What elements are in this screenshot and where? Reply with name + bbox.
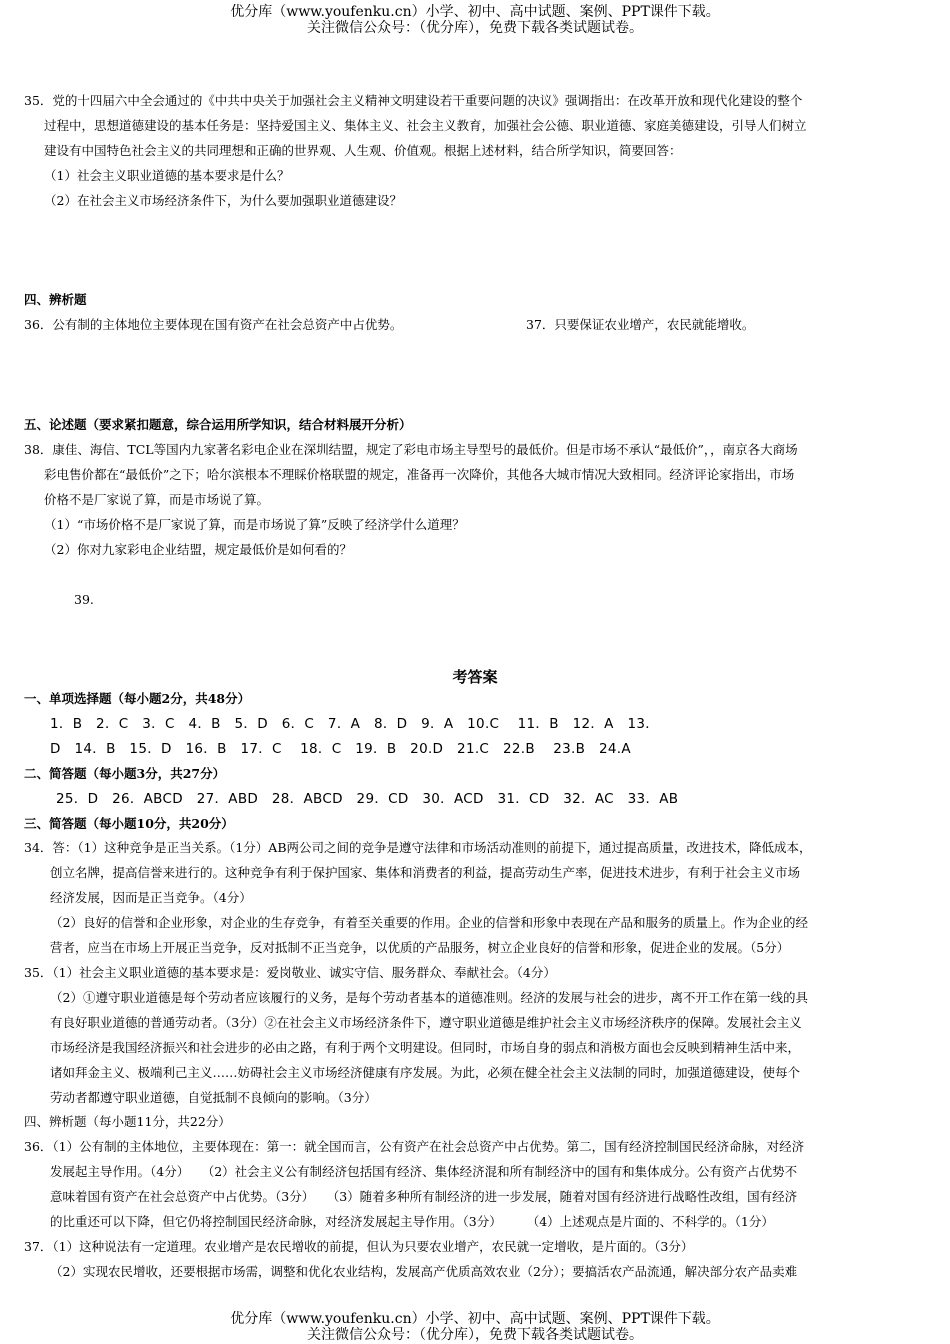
q35-sub-1: （1）社会主义职业道德的基本要求是什么？ [44, 168, 290, 183]
q35-sub-2: （2）在社会主义市场经济条件下，为什么要加强职业道德建设？ [44, 193, 402, 208]
answers-section-1-title: 一、单项选择题（每小题2分，共48分） [24, 691, 251, 706]
answer-36-line-4: 的比重还可以下降，但它仍将控制国民经济命脉，对经济发展起主导作用。（3分） （4）上述观点是片面的、不科学的。（1分） [50, 1214, 774, 1229]
answer-34-line-2: 创立名牌，提高信誉来进行的。这种竞争有利于保护国家、集体和消费者的利益，提高劳动生产率，促进技术进步，有利于社会主义市场 [50, 865, 801, 880]
answer-34-line-5: 营者，应当在市场上开展正当竞争，反对抵制不正当竞争，以优质的产品服务，树立企业良好的信誉和形象，促进企业的发展。（5分） [50, 940, 790, 955]
answer-36-line-3: 意味着国有资产在社会总资产中占优势。（3分） （3）随着多种所有制经济的进一步发展，随着对国有经济进行战略性改组，国有经济 [50, 1189, 798, 1204]
q39-number: 39. [74, 592, 94, 607]
answer-35-line-4: 市场经济是我国经济振兴和社会进步的必由之路，有利于两个文明建设。但同时，市场自身的弱点和消极方面也会反映到精神生活中来， [50, 1040, 801, 1055]
q38-line-1: 38．康佳、海信、TCL等国内九家著名彩电企业在深圳结盟，规定了彩电市场主导型号的最低价。但是市场不承认“最低价”，，南京各大商场 [24, 442, 798, 457]
answers-section-4-title: 四、辨析题（每小题11分，共22分） [24, 1114, 231, 1129]
answer-34-line-4: （2）良好的信誉和企业形象，对企业的生存竞争，有着至关重要的作用。企业的信誉和形象中表现在产品和服务的质量上。作为企业的经 [50, 915, 808, 930]
answer-37-line-1: 37．（1）这种说法有一定道理。农业增产是农民增收的前提，但认为只要农业增产，农民就一定增收，是片面的。（3分） [24, 1239, 694, 1254]
answers-section-2-title: 二、简答题（每小题3分，共27分） [24, 766, 226, 781]
footer-line-2: 关注微信公众号：（优分库），免费下载各类试题试卷。 [307, 1327, 643, 1343]
q38-line-3: 价格不是厂家说了算，而是市场说了算。 [44, 492, 270, 507]
q35-line-2: 过程中，思想道德建设的基本任务是：坚持爱国主义、集体主义、社会主义教育，加强社会公德、职业道德、家庭美德建设，引导人们树立 [44, 118, 807, 133]
answer-35-line-5: 诸如拜金主义、极端利己主义……妨碍社会主义市场经济健康有序发展。为此，必须在健全社会主义法制的同时，加强道德建设，使每个 [50, 1065, 801, 1080]
section-4-title: 四、辨析题 [24, 292, 87, 307]
q38-sub-1: （1）“市场价格不是厂家说了算，而是市场说了算”反映了经济学什么道理？ [44, 517, 465, 532]
answers-section-1-line-1: 1．B 2．C 3．C 4．B 5．D 6．C 7．A 8．D 9．A 10.C 11．B 12．A 13． [50, 716, 660, 732]
q37-statement: 37．只要保证农业增产，农民就能增收。 [526, 317, 755, 332]
answer-35-line-2: （2）①遵守职业道德是每个劳动者应该履行的义务，是每个劳动者基本的道德准则。经济的发展与社会的进步，离不开工作在第一线的具 [50, 990, 808, 1005]
answer-36-line-2: 发展起主导作用。（4分） （2）社会主义公有制经济包括国有经济、集体经济混和所有制经济中的国有和集体成分。公有资产占优势不 [50, 1164, 798, 1179]
footer-line-1: 优分库（www.youfenku.cn）小学、初中、高中试题、案例、PPT课件下载。 [230, 1311, 720, 1327]
answer-37-line-2: （2）实现农民增收，还要根据市场需，调整和优化农业结构，发展高产优质高效农业（2分）；要搞活农产品流通，解决部分农产品卖难 [50, 1264, 798, 1279]
header-line-2: 关注微信公众号：（优分库），免费下载各类试题试卷。 [307, 20, 643, 36]
answer-34-line-1: 34．答：（1）这种竞争是正当关系。（1分）AB两公司之间的竞争是遵守法律和市场活动准则的前提下，通过提高质量，改进技术，降低成本， [24, 840, 812, 855]
answers-section-1-line-2: D 14．B 15．D 16．B 17．C 18．C 19．B 20.D 21.C 22.B 23.B 24.A [50, 741, 631, 757]
q35-line-3: 建设有中国特色社会主义的共同理想和正确的世界观、人生观、价值观。根据上述材料，结合所学知识，简要回答： [44, 143, 682, 158]
answers-title: 考答案 [452, 668, 498, 686]
answers-section-2-line-1: 25．D 26．ABCD 27．ABD 28．ABCD 29．CD 30．ACD 31．CD 32．AC 33．AB [56, 791, 679, 807]
answer-35-line-1: 35．（1）社会主义职业道德的基本要求是：爱岗敬业、诚实守信、服务群众、奉献社会。（4分） [24, 965, 556, 980]
answers-section-3-title: 三、简答题（每小题10分，共20分） [24, 816, 234, 831]
header-line-1: 优分库（www.youfenku.cn）小学、初中、高中试题、案例、PPT课件下载。 [230, 4, 720, 20]
answer-34-line-3: 经济发展，因而是正当竞争。（4分） [50, 890, 252, 905]
answer-35-line-6: 劳动者都遵守职业道德，自觉抵制不良倾向的影响。（3分） [50, 1090, 377, 1105]
q38-sub-2: （2）你对九家彩电企业结盟，规定最低价是如何看的？ [44, 542, 352, 557]
section-5-title: 五、论述题（要求紧扣题意，综合运用所学知识，结合材料展开分析） [24, 417, 412, 432]
q36-statement: 36．公有制的主体地位主要体现在国有资产在社会总资产中占优势。 [24, 317, 403, 332]
q38-line-2: 彩电售价都在“最低价”之下；哈尔滨根本不理睬价格联盟的规定，准备再一次降价，其他各大城市情况大致相同。经济评论家指出，市场 [44, 467, 795, 482]
answer-36-line-1: 36．（1）公有制的主体地位，主要体现在：第一：就全国而言，公有资产在社会总资产中占优势。第二，国有经济控制国民经济命脉，对经济 [24, 1139, 805, 1154]
answer-35-line-3: 有良好职业道德的普通劳动者。（3分）②在社会主义市场经济条件下，遵守职业道德是维护社会主义市场经济秩序的保障。发展社会主义 [50, 1015, 802, 1030]
q35-line-1: 35．党的十四届六中全会通过的《中共中央关于加强社会主义精神文明建设若干重要问题的决议》强调指出：在改革开放和现代化建设的整个 [24, 93, 803, 108]
